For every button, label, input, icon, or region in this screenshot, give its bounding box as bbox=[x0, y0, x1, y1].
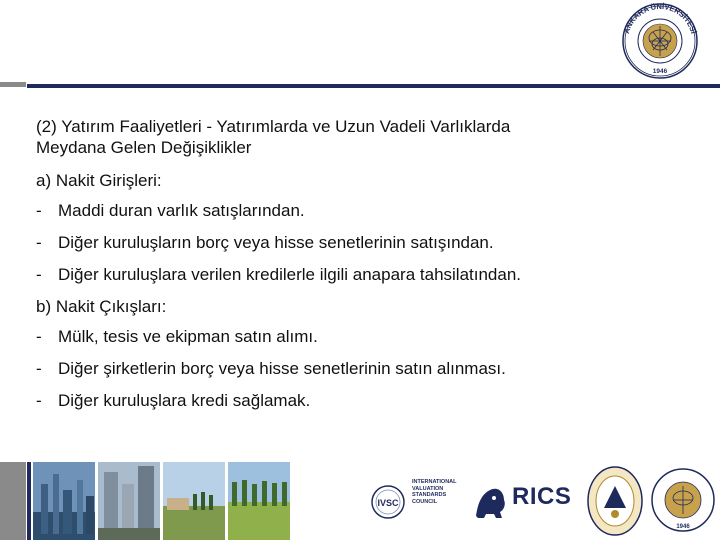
list-item-text: Diğer kuruluşlara verilen kredilerle ilgili anapara tahsilatından. bbox=[58, 265, 522, 284]
footer-bar-gray bbox=[0, 462, 26, 540]
dash-bullet: - bbox=[36, 265, 42, 284]
ivsc-full-name bbox=[412, 479, 464, 505]
slide-heading bbox=[36, 116, 676, 158]
ivsc-line: INTERNATIONAL bbox=[412, 479, 457, 485]
footer-bar-navy bbox=[27, 462, 31, 540]
ankara-university-seal-small bbox=[650, 464, 716, 538]
field-photo bbox=[228, 462, 290, 540]
list-item bbox=[36, 200, 676, 232]
list-item bbox=[36, 358, 676, 390]
rics-wordmark: RICS bbox=[512, 483, 572, 510]
dash-bullet: - bbox=[36, 391, 42, 410]
list-item-text: Diğer şirketlerin borç veya hisse senetlerinin satın alınması. bbox=[58, 359, 506, 378]
list-item-text: Diğer kuruluşlara kredi sağlamak. bbox=[58, 391, 311, 410]
dash-bullet: - bbox=[36, 327, 42, 346]
list-item-text: Mülk, tesis ve ekipman satın alımı. bbox=[58, 327, 318, 346]
list-item bbox=[36, 390, 676, 422]
ivsc-line: COUNCIL bbox=[412, 498, 438, 505]
city-skyline-photo bbox=[33, 462, 95, 540]
list-item-text: Diğer kuruluşların borç veya hisse senetlerinin satışından. bbox=[58, 233, 494, 252]
header-rule-gray bbox=[0, 82, 26, 87]
seal-year: 1946 bbox=[676, 524, 690, 530]
section-a-title: a) Nakit Girişleri: bbox=[36, 171, 162, 190]
ankara-university-seal bbox=[615, 2, 705, 80]
dash-bullet: - bbox=[36, 359, 42, 378]
list-item bbox=[36, 232, 676, 264]
heading-line-2: Meydana Gelen Değişiklikler bbox=[36, 138, 252, 157]
association-seal-icon bbox=[586, 464, 644, 538]
ivsc-line: STANDARDS bbox=[412, 492, 447, 498]
slide-body bbox=[36, 116, 676, 422]
ivsc-acronym: IVSC bbox=[377, 498, 399, 508]
footer-band bbox=[0, 462, 720, 540]
dash-bullet: - bbox=[36, 233, 42, 252]
list-item bbox=[36, 326, 676, 358]
heading-line-1: (2) Yatırım Faaliyetleri - Yatırımlarda ve Uzun Vadeli Varlıklarda bbox=[36, 117, 511, 136]
list-item-text: Maddi duran varlık satışlarından. bbox=[58, 201, 305, 220]
section-b-title: b) Nakit Çıkışları: bbox=[36, 297, 167, 316]
towers-photo bbox=[98, 462, 160, 540]
countryside-photo bbox=[163, 462, 225, 540]
seal-year: 1946 bbox=[652, 68, 668, 75]
ivsc-line: VALUATION bbox=[412, 485, 444, 492]
header-rule-navy bbox=[27, 84, 720, 88]
list-item bbox=[36, 264, 676, 296]
dash-bullet: - bbox=[36, 201, 42, 220]
seal-ring-text: ANKARA ÜNİVERSİTESİ bbox=[621, 2, 699, 35]
